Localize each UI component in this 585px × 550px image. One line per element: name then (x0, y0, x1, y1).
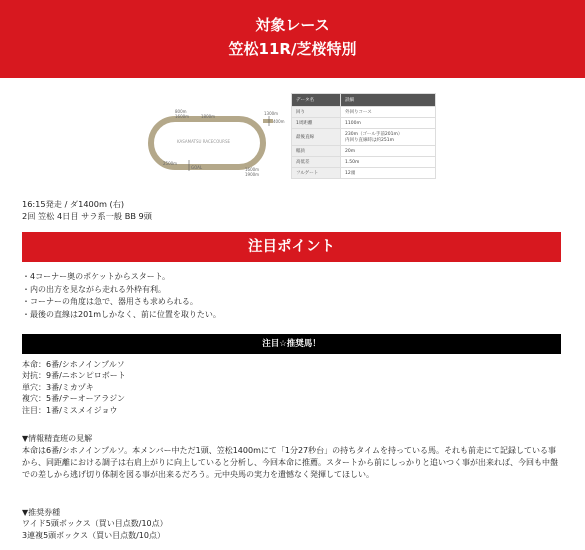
course-label-1600-top: 1600m (175, 114, 190, 119)
course-infield-label: KASAMATSU RACECOURSE (177, 139, 231, 144)
pick-chuumoku: 注目：1番/ミスメイジョウ (22, 405, 118, 415)
course-data-row (292, 146, 436, 157)
course-data-key: 1周距離 (292, 118, 341, 129)
header-subtitle: 対象レース (255, 16, 330, 34)
race-meeting-info: 2回 笠松 4日目 サラ系一般 BB 9頭 (22, 211, 152, 221)
bet-line-wide: ワイド5頭ボックス（買い目点数/10点） (22, 519, 168, 528)
course-label-1300: 1300m (264, 111, 279, 116)
recommended-horses-heading: 注目☆推奨馬！ (22, 334, 561, 354)
course-label-1600-bottom: 1600m (245, 167, 260, 172)
course-data-value: 1.50m (341, 157, 436, 168)
course-label-goal: GOAL (191, 165, 203, 170)
recommended-horses-list (22, 359, 126, 416)
attention-points-heading: 注目ポイント (22, 232, 561, 262)
pick-fukuana: 複穴：5番/テーオーアラジン (22, 394, 126, 404)
bet-type-heading: ▼推奨券種 (22, 508, 61, 517)
course-data-head-val: 詳細 (341, 94, 436, 107)
header-race-title: 笠松11R/芝桜特別 (228, 40, 357, 58)
attention-point: ・最後の直線は201mしかなく、前に位置を取りたい。 (22, 309, 221, 319)
course-data-row (292, 107, 436, 118)
course-data-key: 幅員 (292, 146, 341, 157)
bet-type-list (22, 518, 168, 541)
course-data-value: 外回りコース (341, 107, 436, 118)
course-data-header-row (292, 94, 436, 107)
course-label-800: 800m (175, 109, 187, 114)
course-data-table (291, 93, 436, 179)
pick-taikou: 対抗：9番/ニホンピロボート (22, 371, 126, 381)
course-data-row (292, 118, 436, 129)
course-data-head-key: データ名 (292, 94, 341, 107)
bet-line-sanrenpuku: 3連複5頭ボックス（買い目点数/10点） (22, 530, 165, 540)
analysis-text: 本命は6番/シホノインプルソ。本メンバー中ただ1頭、笠松1400mにて「1分27秒台」の持ちタイムを持っている馬。それも前走にて記録している事から、同距離における調子は右肩上がりに向上していると分析し、今回本命に推薦。スタートから前にしっかりと追いつく事が出来れば、今回も中盤での差しから逃げ切り体制を図る事が出来るだろう。元中央馬の実力を遺憾なく発揮してほしい。 (22, 446, 558, 479)
course-data-row (292, 157, 436, 168)
course-label-1800: 1800m (201, 114, 216, 119)
course-data-row (292, 129, 436, 146)
attention-point: ・コーナーの角度は急で、器用さも求められる。 (22, 297, 198, 306)
course-data-value (341, 129, 436, 146)
course-data-key: 高低差 (292, 157, 341, 168)
course-data-row (292, 168, 436, 179)
course-label-1900: 1900m (245, 172, 260, 177)
course-data-value-line: 230m（ゴール手前201m） (345, 132, 403, 137)
analysis-heading: ▼情報精査班の見解 (22, 434, 93, 443)
pick-honmei: 本命：6番/シホノインプルソ (22, 360, 125, 369)
course-data-value: 12頭 (341, 168, 436, 179)
course-label-400: 400m (273, 119, 285, 124)
race-start-distance: 16:15発走 / ダ1400m (右) (22, 199, 125, 209)
course-data-value: 1100m (341, 118, 436, 129)
race-header (0, 0, 585, 78)
course-data-value: 20m (341, 146, 436, 157)
attention-points-list (22, 271, 221, 321)
course-data-value-line: 内回り直線時は約251m (345, 138, 394, 143)
course-diagram (145, 105, 285, 177)
course-label-2500: 2500m (163, 161, 178, 166)
course-data-key: 最後直線 (292, 129, 341, 146)
attention-point: ・内の出方を見ながら走れる外枠有利。 (22, 284, 166, 294)
attention-point: ・4コーナー奥のポケットからスタート。 (22, 272, 170, 281)
course-data-key: 回り (292, 107, 341, 118)
course-data-key: フルゲート (292, 168, 341, 179)
pick-tanana: 単穴：3番/ミカヅキ (22, 382, 94, 392)
